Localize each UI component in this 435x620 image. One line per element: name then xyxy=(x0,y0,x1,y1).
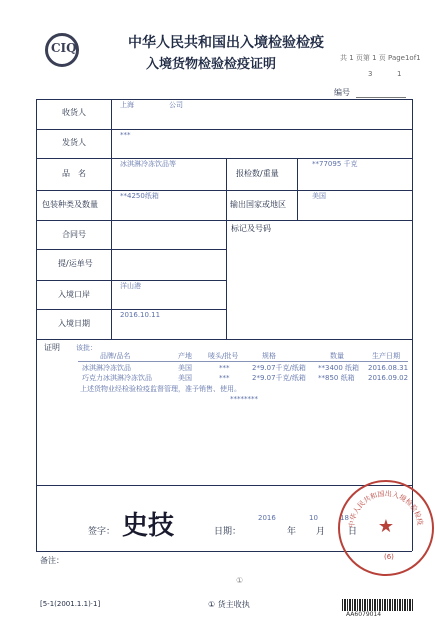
weight-label: 报检数/重量 xyxy=(236,169,279,178)
weight-value: **77095 千克 xyxy=(312,160,358,168)
consignor-value: *** xyxy=(120,131,131,139)
column-line xyxy=(226,158,227,339)
contract-label: 合同号 xyxy=(62,230,86,239)
consignee-label: 收货人 xyxy=(62,108,86,117)
bl-label: 提/运单号 xyxy=(58,259,93,268)
port-value: 洋山港 xyxy=(120,282,141,290)
proof-statement: 上述货物业经检验检疫监督管理，准予销售、使用。 xyxy=(80,385,241,393)
goods-cell: 美国 xyxy=(178,364,192,372)
goods-cell: *** xyxy=(219,374,230,382)
page-number: 3 xyxy=(368,70,373,78)
row-line xyxy=(36,309,226,310)
serial-underline xyxy=(356,97,406,98)
form-code: [5-1(2001.1.1)·1] xyxy=(40,600,101,608)
column-header: 规格 xyxy=(262,352,276,360)
table-border-left xyxy=(36,99,37,551)
goods-cell: **3400 纸箱 xyxy=(318,364,360,372)
proof-stars: ******** xyxy=(230,395,258,403)
page-info: 共 1 页第 1 页 Page1of1 xyxy=(340,54,421,62)
goods-cell: 2016.09.02 xyxy=(368,374,409,382)
row-line xyxy=(36,190,412,191)
goods-cell: 2016.08.31 xyxy=(368,364,409,372)
column-header: 产地 xyxy=(178,352,192,360)
entry-date-label: 入境日期 xyxy=(58,319,90,328)
column-header: 品牌/品名 xyxy=(100,352,131,360)
row-line xyxy=(36,158,412,159)
stamp-star: ★ xyxy=(377,516,395,537)
goods-cell: 冰淇淋冷冻饮品 xyxy=(82,364,131,372)
copy-label: ① 货主收执 xyxy=(208,600,250,609)
mark-label: 标记及号码 xyxy=(231,224,271,233)
remarks-label: 备注： xyxy=(40,556,64,565)
document-subtitle: 入境货物检验检疫证明 xyxy=(146,57,277,72)
signature-handwriting: 史技 xyxy=(122,511,175,541)
official-stamp xyxy=(338,480,434,576)
barcode xyxy=(342,599,414,611)
packaging-label: 包装种类及数量 xyxy=(42,200,98,209)
port-label: 入境口岸 xyxy=(58,290,90,299)
column-header: 生产日期 xyxy=(372,352,400,360)
date-label: 日期： xyxy=(214,527,242,537)
goods-cell: **850 纸箱 xyxy=(318,374,355,382)
stamp-center-text: (6) xyxy=(384,553,394,561)
ciq-logo-text: CIQ xyxy=(51,41,77,55)
month-label: 月 xyxy=(316,527,326,537)
export-country-label: 输出国家或地区 xyxy=(230,200,286,209)
row-line xyxy=(36,249,226,250)
proof-intro: 该批： xyxy=(76,344,97,352)
sign-label: 签字： xyxy=(88,527,116,537)
day-label: 日 xyxy=(348,527,358,537)
page-number-2: 1 xyxy=(397,70,402,78)
goods-cell: 2*9.07千克/纸箱 xyxy=(252,364,306,372)
product-label: 品 名 xyxy=(62,169,86,178)
barcode-number: AA6079014 xyxy=(346,611,382,618)
column-header: 唛头/批号 xyxy=(208,352,239,360)
goods-cell: *** xyxy=(219,364,230,372)
proof-label: 证明 xyxy=(44,343,60,352)
document-title: 中华人民共和国出入境检验检疫 xyxy=(128,35,324,51)
goods-cell: 美国 xyxy=(178,374,192,382)
row-line xyxy=(36,129,412,130)
row-line xyxy=(36,220,412,221)
column-line xyxy=(297,158,298,220)
serial-label: 编号 xyxy=(334,88,350,97)
consignor-label: 发货人 xyxy=(62,138,86,147)
goods-table-rule xyxy=(78,361,408,362)
column-header: 数量 xyxy=(330,352,344,360)
goods-cell: 巧克力冰淇淋冷冻饮品 xyxy=(82,374,152,382)
export-country-value: 美国 xyxy=(312,192,326,200)
packaging-value: **4250纸箱 xyxy=(120,192,159,200)
sign-day-value: 18 xyxy=(340,514,349,522)
column-line xyxy=(111,99,112,339)
table-border-top xyxy=(36,99,412,100)
row-line xyxy=(36,339,412,340)
circle-mark: ① xyxy=(236,576,244,585)
product-value: 冰淇淋冷冻饮品等 xyxy=(120,160,176,168)
stamp-text: 中华人民共和国出入境检验检疫 xyxy=(347,489,425,529)
row-line xyxy=(36,280,226,281)
year-label: 年 xyxy=(287,527,297,537)
goods-cell: 2*9.07千克/纸箱 xyxy=(252,374,306,382)
consignee-value: 上海 公司 xyxy=(120,101,183,109)
sign-year-value: 2016 xyxy=(258,514,276,522)
entry-date-value: 2016.10.11 xyxy=(120,311,161,319)
sign-month-value: 10 xyxy=(309,514,318,522)
